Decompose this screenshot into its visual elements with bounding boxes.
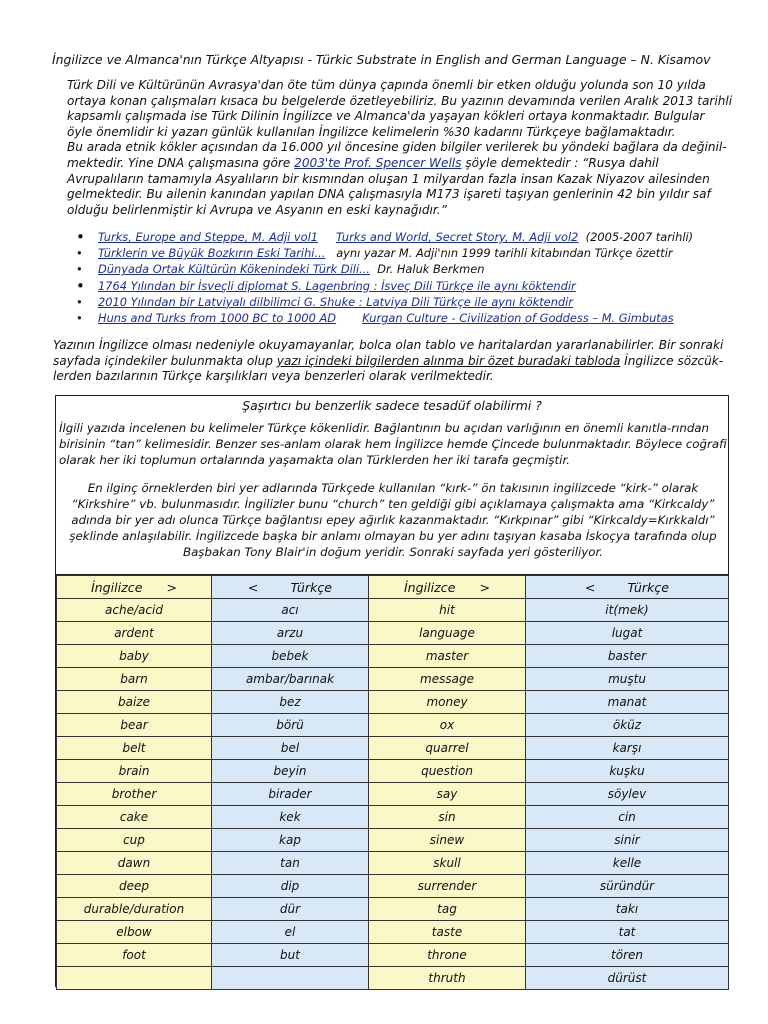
table-cell: baby: [57, 645, 212, 668]
list-item: [62, 229, 732, 245]
table-cell: kek: [212, 806, 369, 829]
table-cell: baize: [57, 691, 212, 714]
table-cell: skull: [369, 852, 526, 875]
table-cell: durable/duration: [57, 898, 212, 921]
table-cell: quarrel: [369, 737, 526, 760]
table-cell: question: [369, 760, 526, 783]
table-cell: cin: [526, 806, 729, 829]
link-dunyada-ortak-kultur[interactable]: Dünyada Ortak Kültürün Kökenindeki Türk Dili...: [98, 262, 370, 277]
table-cell: money: [369, 691, 526, 714]
table-cell: takı: [526, 898, 729, 921]
table-cell: hit: [369, 599, 526, 622]
table-cell: baster: [526, 645, 729, 668]
table-cell: [212, 967, 369, 990]
summary-text-start: Yazının İngilizce olması nedeniyle okuyamayanlar, bolca olan tablo ve haritalardan yararlanabilirler. Bir sonraki sayfada içindekiler bulunmakta olup: [53, 338, 724, 368]
intro-paragraph-1: Türk Dili ve Kültürünün Avrasya'dan öte tüm dünya çapında önemli bir etken olduğu yolunda son 10 yılda ortaya konan çalışmaları kısaca bu belgelerde özetleyebiliriz. Bu yazının devamında verilen Aralık 2013 tarihli kapsamlı çalışmada ise Türk Dilinin İngilizce ve Almanca'da yaşayan kökleri ortaya konmaktadır. Bulgular öyle önemlidir ki yazarı günlük kullanılan İngilizce kelimelerin %30 kadarını Türkçeye bağlamaktadır.: [67, 78, 733, 139]
bullet-icon: •: [76, 262, 83, 277]
table-cell: ambar/barınak: [212, 668, 369, 691]
document-title: İngilizce ve Almanca'nın Türkçe Altyapısı - Türkic Substrate in English and German Language – N. Kisamov: [52, 52, 711, 67]
intro-paragraph-2-end: şöyle demektedir : “Rusya dahil Avrupalıların tamamıyla Asyalıların bir kısmından oluşan 1 milyardan fazla insan Kazak Niyazov ailesinden gelmektedir. Bu ailenin kanından yapılan DNA çalışmasıyla M173 işareti taşıyan genlerinin 42 bin yıldır saf olduğu belirlenmiştir ki Avrupa ve Asyanın en eski kaynağıdır.”: [67, 155, 711, 217]
link-kurgan-culture[interactable]: Kurgan Culture - Civilization of Goddess – M. Gimbutas: [362, 311, 674, 326]
table-row: [57, 875, 729, 898]
intro-paragraph-2: [53, 140, 733, 218]
table-cell: dür: [212, 898, 369, 921]
bullet-icon: •: [76, 228, 85, 246]
table-row: [57, 691, 729, 714]
table-cell: sinir: [526, 829, 729, 852]
box-paragraph-1: İlgili yazıda incelenen bu kelimeler Türkçe kökenlidir. Bağlantının bu açıdan varlığının en önemli kanıtla-rından birisinin “tan” kelimesidir. Benzer ses-anlam olarak hem İngilizce hemde Çincede bulunmaktadır. Böylece coğrafi olarak her iki toplumun ortalarında yaşamakta olan Türklerden her iki tarafa geçmiştir.: [59, 421, 727, 467]
table-cell: message: [369, 668, 526, 691]
table-cell: thruth: [369, 967, 526, 990]
table-cell: tat: [526, 921, 729, 944]
table-cell: dürüst: [526, 967, 729, 990]
table-row: [57, 944, 729, 967]
table-cell: [57, 967, 212, 990]
table-cell: taste: [369, 921, 526, 944]
table-row: [57, 829, 729, 852]
table-cell: öküz: [526, 714, 729, 737]
table-cell: el: [212, 921, 369, 944]
table-cell: muştu: [526, 668, 729, 691]
table-row: [57, 622, 729, 645]
table-cell: sinew: [369, 829, 526, 852]
bullet-icon: •: [76, 311, 83, 326]
table-cell: throne: [369, 944, 526, 967]
list-item: [62, 261, 732, 277]
table-cell: bear: [57, 714, 212, 737]
table-row: [57, 668, 729, 691]
table-row: [57, 967, 729, 990]
list-item: [62, 245, 732, 261]
table-row: [57, 645, 729, 668]
table-cell: süründür: [526, 875, 729, 898]
table-cell: foot: [57, 944, 212, 967]
bullet-icon: •: [76, 294, 83, 309]
box-question: Şaşırtıcı bu benzerlik sadece tesadüf olabilirmi ?: [242, 398, 542, 413]
word-comparison-box: [55, 395, 729, 987]
table-cell: söylev: [526, 783, 729, 806]
table-row: [57, 921, 729, 944]
table-cell: surrender: [369, 875, 526, 898]
bullet-icon: •: [76, 276, 85, 295]
table-cell: but: [212, 944, 369, 967]
reference-links-list: [62, 229, 732, 326]
column-header-turkish-1: < Türkçe: [212, 576, 369, 599]
table-row: [57, 760, 729, 783]
word-table: [56, 575, 729, 990]
link-turks-europe-steppe[interactable]: Turks, Europe and Steppe, M. Adji vol1: [98, 230, 319, 244]
box-paragraph-2: En ilginç örneklerden biri yer adlarında Türkçede kullanılan “kırk-” ön takısının ingilizcede “kirk-” olarak “Kirkshire” vb. bulunmasıdır. İngilizler bunu “church” ten geldiği gibi açıklamaya çalışmakta ama “Kirkcaldy” adında bir yer adı olunca Türkçe bağlantısı epey ağırlık kazanmaktadır. “Kırkpınar” gibi “Kirkcaldy=Kırkkaldı” şeklinde anlaşılabilir. İngilizcede başka bir anlamı olmayan bu yer adını taşıyan kasaba İskoçya tarafında olup Başbakan Tony Blair'in doğum yeridir. Sonraki sayfada yeri gösteriliyor.: [69, 481, 717, 559]
table-cell: brother: [57, 783, 212, 806]
table-cell: dawn: [57, 852, 212, 875]
table-cell: ox: [369, 714, 526, 737]
intro-paragraph-2-start: Bu arada etnik kökler açısından da 16.000 yıl öncesine giden bilgiler verilerek bu yöndeki bağlara da değinil-mektedir. Yine DNA çalışmasına göre: [67, 140, 727, 170]
link-lagenbring[interactable]: 1764 Yılından bir İsveçli diplomat S. Lagenbring : İsveç Dili Türkçe ile aynı köktendir: [98, 278, 576, 293]
table-cell: cake: [57, 806, 212, 829]
bullet-icon: •: [76, 246, 83, 261]
intro-section: [53, 78, 733, 218]
table-cell: bebek: [212, 645, 369, 668]
link-note: Dr. Haluk Berkmen: [377, 262, 485, 277]
column-header-english-2: İngilizce >: [369, 576, 526, 599]
table-cell: it(mek): [526, 599, 729, 622]
list-item: [62, 310, 732, 326]
table-cell: tören: [526, 944, 729, 967]
table-cell: belt: [57, 737, 212, 760]
table-cell: manat: [526, 691, 729, 714]
table-header-row: [57, 576, 729, 599]
table-cell: kap: [212, 829, 369, 852]
table-cell: ache/acid: [57, 599, 212, 622]
table-cell: barn: [57, 668, 212, 691]
summary-text-end: İngilizce sözcük-lerden bazılarının Türkçe karşılıkları veya benzerleri olarak verilmektedir.: [53, 353, 724, 384]
table-cell: say: [369, 783, 526, 806]
table-cell: cup: [57, 829, 212, 852]
table-row: [57, 806, 729, 829]
table-cell: tan: [212, 852, 369, 875]
table-cell: deep: [57, 875, 212, 898]
link-shuke[interactable]: 2010 Yılından bir Latviyalı dilbilimci G. Shuke : Latviya Dili Türkçe ile aynı köktendir: [98, 294, 573, 309]
table-row: [57, 898, 729, 921]
table-row: [57, 714, 729, 737]
table-cell: brain: [57, 760, 212, 783]
table-cell: lugat: [526, 622, 729, 645]
table-cell: elbow: [57, 921, 212, 944]
link-turks-and-world[interactable]: Turks and World, Secret Story, M. Adji vol2: [336, 230, 579, 244]
column-header-english-1: İngilizce >: [57, 576, 212, 599]
table-row: [57, 737, 729, 760]
summary-paragraph: [53, 338, 733, 385]
column-header-turkish-2: < Türkçe: [526, 576, 729, 599]
list-item: [62, 294, 732, 310]
link-huns-and-turks[interactable]: Huns and Turks from 1000 BC to 1000 AD: [98, 311, 337, 326]
table-cell: birader: [212, 783, 369, 806]
summary-underlined: yazı içindeki bilgilerden alınma bir özet buradaki tabloda: [276, 353, 621, 368]
table-cell: dip: [212, 875, 369, 898]
table-cell: bez: [212, 691, 369, 714]
table-row: [57, 783, 729, 806]
table-cell: ardent: [57, 622, 212, 645]
table-cell: kelle: [526, 852, 729, 875]
table-row: [57, 852, 729, 875]
link-turklerin-bozkir[interactable]: Türklerin ve Büyük Bozkırın Eski Tarihi...: [98, 246, 326, 261]
table-cell: language: [369, 622, 526, 645]
table-cell: beyin: [212, 760, 369, 783]
link-note: (2005-2007 tarihli): [585, 230, 694, 244]
table-cell: kuşku: [526, 760, 729, 783]
table-cell: börü: [212, 714, 369, 737]
table-cell: karşı: [526, 737, 729, 760]
table-cell: sin: [369, 806, 526, 829]
box-header: [56, 396, 728, 575]
list-item: [62, 278, 732, 294]
table-cell: master: [369, 645, 526, 668]
table-row: [57, 599, 729, 622]
table-cell: acı: [212, 599, 369, 622]
table-cell: bel: [212, 737, 369, 760]
link-note: aynı yazar M. Adji'nın 1999 tarihli kitabından Türkçe özettir: [336, 246, 673, 261]
table-cell: tag: [369, 898, 526, 921]
spencer-wells-link[interactable]: 2003'te Prof. Spencer Wells: [294, 155, 462, 170]
table-cell: arzu: [212, 622, 369, 645]
